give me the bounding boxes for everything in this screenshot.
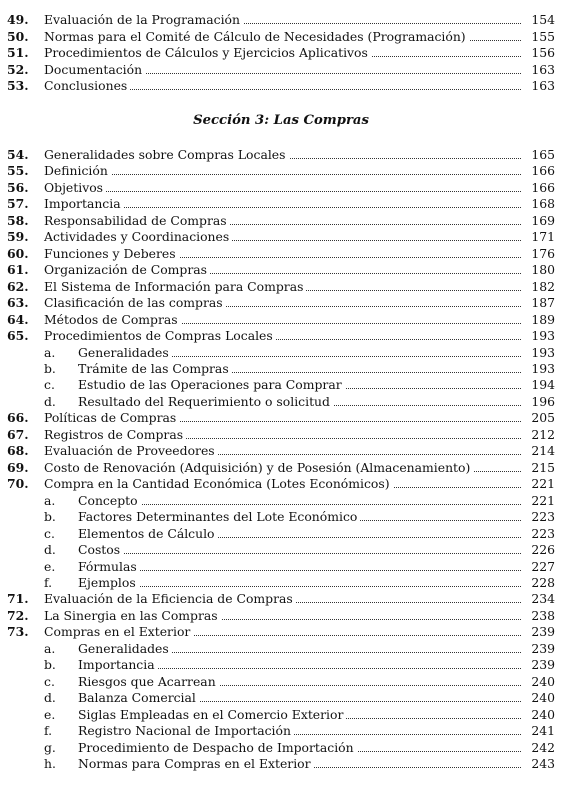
page-number: 240 — [521, 674, 555, 690]
page-number: 176 — [521, 246, 555, 262]
entry-number: 56. — [7, 179, 29, 195]
dot-leader — [44, 191, 521, 192]
page-number: 154 — [521, 12, 555, 28]
page-number: 238 — [521, 608, 555, 624]
entry-title: Costo de Renovación (Adquisición) y de Posesión (Almacenamiento) — [44, 460, 473, 476]
page-number: 240 — [521, 690, 555, 706]
toc-subentry — [0, 740, 562, 756]
subentry-letter: g. — [44, 739, 56, 755]
page-number: 234 — [521, 591, 555, 607]
subentry-letter: c. — [44, 377, 55, 393]
toc-entry — [0, 12, 562, 28]
entry-number: 65. — [7, 328, 29, 344]
entry-number: 52. — [7, 61, 29, 77]
page-number: 221 — [521, 493, 555, 509]
page-number: 214 — [521, 443, 555, 459]
subentry-letter: f. — [44, 723, 53, 739]
entry-number: 54. — [7, 147, 29, 162]
page-number: 166 — [521, 180, 555, 196]
entry-number: 69. — [7, 459, 29, 475]
toc-subentry — [0, 361, 562, 377]
subentry-letter: f. — [44, 574, 53, 590]
entry-title: Compras en el Exterior — [44, 624, 193, 640]
page-number: 239 — [521, 641, 555, 657]
subentry-letter: b. — [44, 360, 56, 376]
toc-subentry — [0, 674, 562, 690]
toc-subentry — [0, 641, 562, 657]
page-number: 169 — [521, 213, 555, 229]
page-number: 239 — [521, 624, 555, 640]
entry-title: El Sistema de Información para Compras — [44, 279, 306, 295]
page-number: 215 — [521, 460, 555, 476]
page-number: 193 — [521, 361, 555, 377]
toc-entry — [0, 213, 562, 229]
page-number: 223 — [521, 526, 555, 542]
page-number: 166 — [521, 163, 555, 179]
subentry-letter: b. — [44, 509, 56, 525]
toc-subentry — [0, 756, 562, 772]
entry-title: Responsabilidad de Compras — [44, 213, 230, 229]
page-number: 241 — [521, 723, 555, 739]
entry-number: 51. — [7, 45, 29, 60]
toc-entry — [0, 147, 562, 163]
toc-entry — [0, 180, 562, 196]
toc-subentry — [0, 690, 562, 706]
entry-number: 67. — [7, 426, 29, 442]
page-number: 194 — [521, 377, 555, 393]
subentry-title: Riesgos que Acarrean — [78, 674, 219, 690]
subentry-letter: b. — [44, 657, 56, 673]
toc-entry — [0, 279, 562, 295]
toc-entry — [0, 62, 562, 78]
subentry-title: Siglas Empleadas en el Comercio Exterior — [78, 707, 346, 723]
subentry-title: Generalidades — [78, 345, 172, 361]
page-number: 193 — [521, 328, 555, 344]
page-number: 243 — [521, 756, 555, 772]
toc-subentry — [0, 723, 562, 739]
entry-number: 73. — [7, 624, 29, 640]
toc-subentry — [0, 707, 562, 723]
dot-leader — [78, 570, 521, 571]
page-number: 168 — [521, 196, 555, 212]
page-number: 227 — [521, 559, 555, 575]
subentry-letter: h. — [44, 756, 56, 772]
entry-title: Normas para el Comité de Cálculo de Necesidades (Programación) — [44, 29, 469, 45]
page-number: 171 — [521, 229, 555, 245]
toc-subentry — [0, 526, 562, 542]
toc-entry — [0, 591, 562, 607]
entry-title: Objetivos — [44, 180, 106, 196]
toc-subentry — [0, 394, 562, 410]
subentry-title: Trámite de las Compras — [78, 361, 232, 377]
page-number: 182 — [521, 279, 555, 295]
entry-title: Generalidades sobre Compras Locales — [44, 147, 289, 163]
toc-subentry — [0, 575, 562, 591]
entry-number: 68. — [7, 443, 29, 459]
entry-title: Registros de Compras — [44, 427, 186, 443]
subentry-title: Fórmulas — [78, 559, 140, 575]
page-number: 240 — [521, 707, 555, 723]
dot-leader — [78, 553, 521, 554]
toc-entry — [0, 262, 562, 278]
subentry-letter: d. — [44, 542, 56, 558]
page-number: 187 — [521, 295, 555, 311]
toc-subentry — [0, 377, 562, 393]
entry-number: 61. — [7, 262, 29, 278]
page-number: 226 — [521, 542, 555, 558]
page-number: 189 — [521, 312, 555, 328]
entry-number: 60. — [7, 245, 29, 261]
toc-subentry — [0, 542, 562, 558]
page-number: 196 — [521, 394, 555, 410]
subentry-title: Registro Nacional de Importación — [78, 723, 294, 739]
subentry-letter: a. — [44, 640, 56, 656]
subentry-title: Estudio de las Operaciones para Comprar — [78, 377, 345, 393]
subentry-letter: c. — [44, 525, 55, 541]
subentry-title: Importancia — [78, 657, 158, 673]
subentry-letter: d. — [44, 690, 56, 706]
dot-leader — [78, 586, 521, 587]
page-number: 221 — [521, 476, 555, 492]
entry-title: La Sinergia en las Compras — [44, 608, 221, 624]
page-number: 242 — [521, 740, 555, 756]
dot-leader — [44, 174, 521, 175]
entry-number: 62. — [7, 278, 29, 294]
entry-number: 72. — [7, 607, 29, 623]
entry-number: 63. — [7, 295, 29, 311]
page-number: 163 — [521, 62, 555, 78]
page-number: 212 — [521, 427, 555, 443]
entry-number: 70. — [7, 476, 29, 492]
subentry-title: Factores Determinantes del Lote Económico — [78, 509, 360, 525]
subentry-letter: c. — [44, 673, 55, 689]
subentry-letter: e. — [44, 558, 56, 574]
entry-title: Evaluación de la Programación — [44, 12, 243, 28]
entry-title: Conclusiones — [44, 78, 130, 94]
page-number: 228 — [521, 575, 555, 591]
entry-title: Documentación — [44, 62, 145, 78]
entry-number: 49. — [7, 12, 29, 27]
toc-subentry — [0, 559, 562, 575]
subentry-title: Resultado del Requerimiento o solicitud — [78, 394, 333, 410]
toc-entry — [0, 246, 562, 262]
entry-number: 59. — [7, 229, 29, 245]
entry-number: 55. — [7, 163, 29, 179]
entry-title: Funciones y Deberes — [44, 246, 179, 262]
subentry-title: Elementos de Cálculo — [78, 526, 218, 542]
subentry-title: Generalidades — [78, 641, 172, 657]
page-number: 180 — [521, 262, 555, 278]
toc-entry — [0, 476, 562, 492]
page-number: 239 — [521, 657, 555, 673]
toc-entry — [0, 295, 562, 311]
toc-entry — [0, 163, 562, 179]
toc-entry — [0, 29, 562, 45]
toc-subentry — [0, 509, 562, 525]
subentry-letter: a. — [44, 492, 56, 508]
subentry-title: Procedimiento de Despacho de Importación — [78, 740, 357, 756]
entry-number: 71. — [7, 591, 29, 607]
toc-entry — [0, 196, 562, 212]
subentry-title: Costos — [78, 542, 123, 558]
entry-title: Procedimientos de Cálculos y Ejercicios Aplicativos — [44, 45, 371, 61]
page-number: 163 — [521, 78, 555, 94]
page-number: 193 — [521, 345, 555, 361]
entry-title: Evaluación de la Eficiencia de Compras — [44, 591, 296, 607]
page-number: 223 — [521, 509, 555, 525]
toc-entry — [0, 312, 562, 328]
subentry-title: Ejemplos — [78, 575, 139, 591]
page-number: 165 — [521, 147, 555, 163]
subentry-letter: e. — [44, 706, 56, 722]
section-heading: Sección 3: Las Compras — [193, 113, 369, 128]
toc-subentry — [0, 493, 562, 509]
entry-number: 64. — [7, 311, 29, 327]
entry-number: 53. — [7, 78, 29, 93]
subentry-letter: a. — [44, 344, 56, 360]
toc-entry — [0, 624, 562, 640]
toc-entry — [0, 410, 562, 426]
entry-title: Importancia — [44, 196, 124, 212]
subentry-title: Concepto — [78, 493, 141, 509]
toc-entry — [0, 443, 562, 459]
toc-subentry — [0, 657, 562, 673]
toc-entry — [0, 78, 562, 94]
entry-title: Organización de Compras — [44, 262, 210, 278]
toc-entry — [0, 229, 562, 245]
entry-title: Métodos de Compras — [44, 312, 181, 328]
page-number: 205 — [521, 410, 555, 426]
entry-title: Políticas de Compras — [44, 410, 179, 426]
toc-entry — [0, 45, 562, 61]
entry-title: Clasificación de las compras — [44, 295, 226, 311]
entry-title: Procedimientos de Compras Locales — [44, 328, 276, 344]
entry-title: Compra en la Cantidad Económica (Lotes Económicos) — [44, 476, 393, 492]
entry-title: Definición — [44, 163, 111, 179]
toc-entry — [0, 328, 562, 344]
dot-leader — [78, 504, 521, 505]
entry-number: 58. — [7, 212, 29, 228]
toc-subentry — [0, 345, 562, 361]
entry-title: Actividades y Coordinaciones — [44, 229, 232, 245]
subentry-title: Normas para Compras en el Exterior — [78, 756, 314, 772]
toc-entry — [0, 460, 562, 476]
entry-number: 50. — [7, 28, 29, 44]
entry-title: Evaluación de Proveedores — [44, 443, 218, 459]
entry-number: 66. — [7, 410, 29, 426]
subentry-letter: d. — [44, 393, 56, 409]
page-number: 156 — [521, 45, 555, 61]
entry-number: 57. — [7, 196, 29, 212]
toc-entry — [0, 608, 562, 624]
toc-entry — [0, 427, 562, 443]
page-number: 155 — [521, 29, 555, 45]
subentry-title: Balanza Comercial — [78, 690, 199, 706]
